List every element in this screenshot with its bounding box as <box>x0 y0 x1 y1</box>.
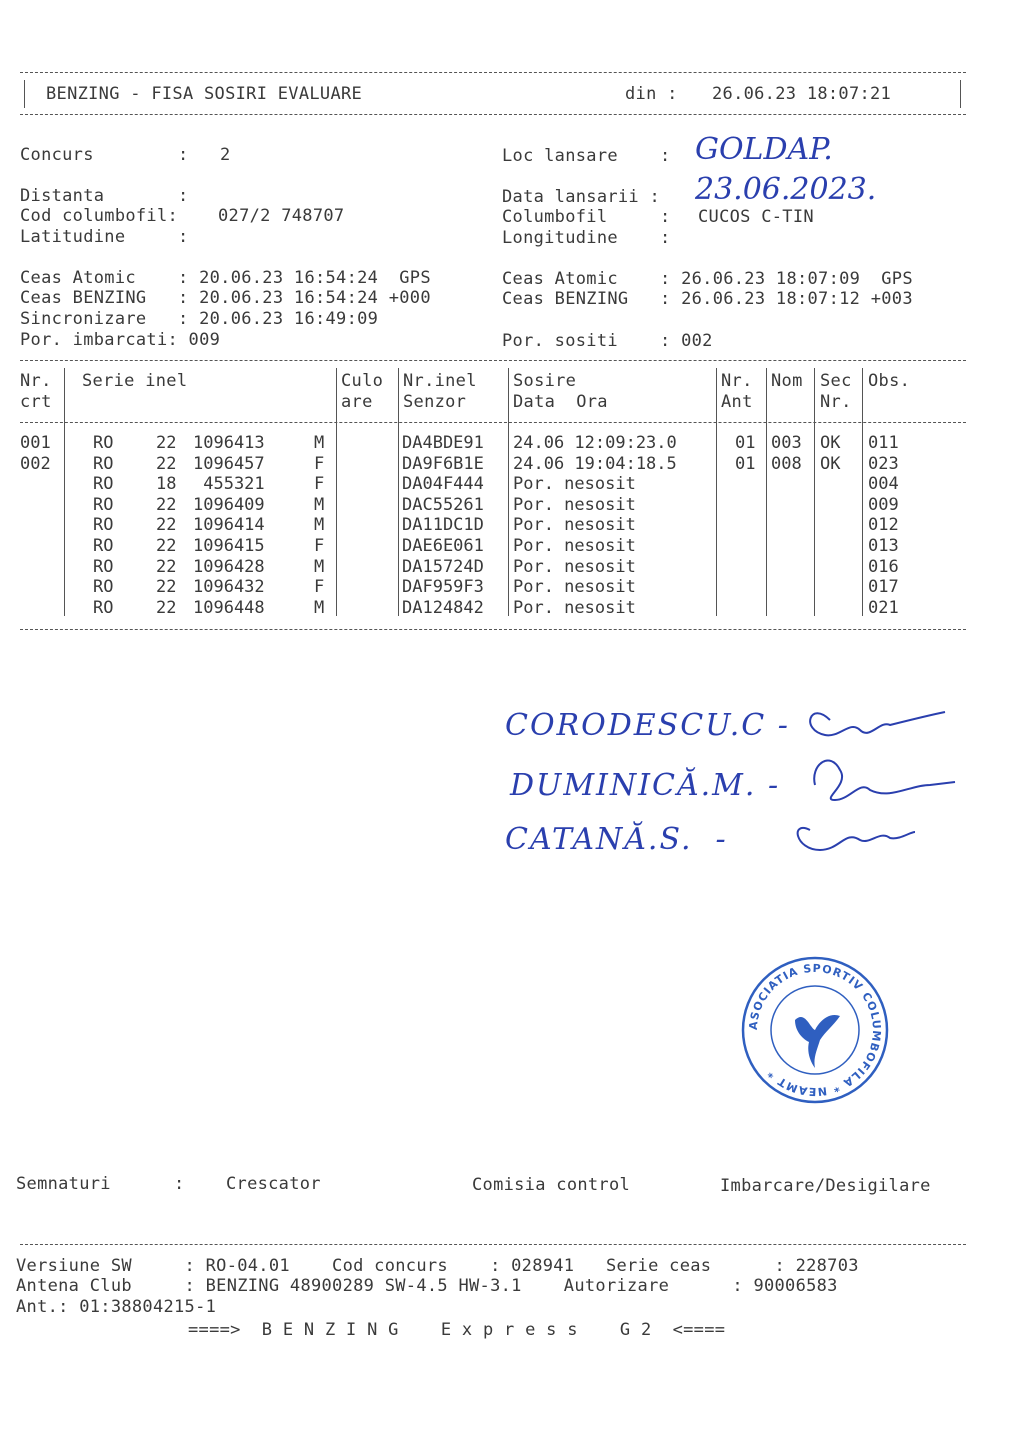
columbofil-label: Columbofil : <box>502 207 671 227</box>
row-nom: 008 <box>771 453 802 474</box>
ceas-atomic-start: Ceas Atomic : 20.06.23 16:54:24 GPS <box>20 268 431 288</box>
row-nr: 001 <box>20 433 51 453</box>
row-senzor: DA9F6B1E <box>402 453 484 474</box>
row-sosire: Por. nesosit <box>513 494 636 515</box>
longitudine-label: Longitudine : <box>502 228 671 248</box>
th-sosire-1: Sosire <box>513 371 577 391</box>
row-tara: RO <box>93 515 114 536</box>
th-obs: Obs. <box>868 371 911 391</box>
table-header-rule <box>20 422 966 423</box>
th-nr-ant-1: Nr. <box>721 371 753 391</box>
ceas-atomic-end: Ceas Atomic : 26.06.23 18:07:09 GPS <box>502 269 913 289</box>
cod-columbofil-label: Cod columbofil: <box>20 206 179 226</box>
row-senzor: DA124842 <box>402 597 484 618</box>
row-an: 22 <box>156 515 177 536</box>
th-culoare-2: are <box>341 392 373 412</box>
row-sosire: 24.06 19:04:18.5 <box>513 453 677 474</box>
row-nr: 002 <box>20 453 51 474</box>
th-nom: Nom <box>771 371 803 391</box>
col-sep-culoare <box>398 368 399 616</box>
footer-versiune: Versiune SW : RO-04.01 Cod concurs : 028941 Serie ceas : 228703 <box>16 1256 859 1276</box>
row-senzor: DAE6E061 <box>402 536 484 556</box>
row-obs: 017 <box>868 577 899 598</box>
th-nr-ant-2: Ant <box>721 392 753 412</box>
row-tara: RO <box>93 556 114 577</box>
col-sep-ant <box>766 368 767 616</box>
row-an: 22 <box>156 433 177 453</box>
th-nr-crt-2: crt <box>20 392 52 412</box>
row-an: 22 <box>156 536 177 556</box>
row-an: 22 <box>156 494 177 515</box>
row-sosire: Por. nesosit <box>513 515 636 536</box>
footer-rule <box>20 1244 966 1245</box>
row-sex: M <box>314 597 325 618</box>
row-obs: 021 <box>868 597 899 618</box>
row-ant: 01 <box>735 433 756 453</box>
semnatura-comisia-control: Comisia control <box>472 1175 631 1195</box>
row-inel: 1096413 <box>193 433 265 453</box>
ceas-benzing-start: Ceas BENZING : 20.06.23 16:54:24 +000 <box>20 288 431 308</box>
row-obs: 012 <box>868 515 899 536</box>
th-culoare-1: Culo <box>341 371 384 391</box>
row-tara: RO <box>93 494 114 515</box>
row-senzor: DA4BDE91 <box>402 433 484 453</box>
print-date-value: 26.06.23 18:07:21 <box>712 84 892 104</box>
row-an: 22 <box>156 453 177 474</box>
row-tara: RO <box>93 433 114 453</box>
semnaturi-label: Semnaturi : <box>16 1174 185 1194</box>
row-sex: M <box>314 433 325 453</box>
sincronizare: Sincronizare : 20.06.23 16:49:09 <box>20 309 379 329</box>
row-sosire: 24.06 12:09:23.0 <box>513 433 677 453</box>
table-bottom-rule <box>20 629 966 630</box>
row-an: 22 <box>156 556 177 577</box>
row-tara: RO <box>93 474 114 495</box>
row-obs: 011 <box>868 433 899 453</box>
row-an: 22 <box>156 597 177 618</box>
row-sosire: Por. nesosit <box>513 597 636 618</box>
signature-3 <box>798 828 915 850</box>
row-inel: 1096428 <box>193 556 265 577</box>
th-nr-inel-1: Nr.inel <box>403 371 477 391</box>
col-sep-sosire <box>716 368 717 616</box>
row-obs: 009 <box>868 494 899 515</box>
th-sosire-2: Data Ora <box>513 392 608 412</box>
concurs-value: 2 <box>220 145 231 165</box>
cod-columbofil-value: 027/2 748707 <box>218 206 345 226</box>
row-tara: RO <box>93 453 114 474</box>
row-tara: RO <box>93 536 114 556</box>
col-sep-nom <box>814 368 815 616</box>
row-sosire: Por. nesosit <box>513 577 636 598</box>
th-nr-inel-2: Senzor <box>403 392 467 412</box>
porumbei-sositi: Por. sositi : 002 <box>502 331 713 351</box>
col-sep-sec <box>862 368 863 616</box>
row-senzor: DA04F444 <box>402 474 484 495</box>
header-left-edge <box>24 80 25 108</box>
club-stamp <box>735 950 895 1110</box>
data-lansarii-label: Data lansarii : <box>502 187 661 207</box>
semnatura-imbarcare: Imbarcare/Desigilare <box>720 1176 931 1196</box>
row-sosire: Por. nesosit <box>513 536 636 556</box>
row-sex: M <box>314 494 325 515</box>
row-tara: RO <box>93 577 114 598</box>
row-ant: 01 <box>735 453 756 474</box>
row-sosire: Por. nesosit <box>513 556 636 577</box>
row-inel: 1096415 <box>193 536 265 556</box>
th-sec-1: Sec <box>820 371 852 391</box>
table-top-rule <box>20 360 966 361</box>
row-obs: 016 <box>868 556 899 577</box>
distanta-label: Distanta : <box>20 186 189 206</box>
row-sex: M <box>314 556 325 577</box>
stamp-text: ASOCIATIA SPORTIV COLUMBOFILA * NEAMT * <box>746 961 884 1099</box>
commission-member-1: CORODESCU.C - <box>505 708 790 743</box>
row-tara: RO <box>93 597 114 618</box>
th-sec-2: Nr. <box>820 392 852 412</box>
ceas-benzing-end: Ceas BENZING : 26.06.23 18:07:12 +003 <box>502 289 913 309</box>
row-senzor: DAC55261 <box>402 494 484 515</box>
header-top-rule <box>20 72 966 73</box>
columbofil-value: CUCOS C-TIN <box>698 207 814 227</box>
footer-antena: Antena Club : BENZING 48900289 SW-4.5 HW-3.1 Autorizare : 90006583 <box>16 1276 838 1296</box>
header-right-edge <box>960 80 961 108</box>
row-obs: 023 <box>868 453 899 474</box>
row-an: 18 <box>156 474 177 495</box>
loc-lansare-label: Loc lansare : <box>502 146 671 166</box>
col-sep-senzor <box>508 368 509 616</box>
header-bottom-rule <box>20 114 966 115</box>
commission-member-2: DUMINICĂ.M. - <box>510 768 781 803</box>
loc-lansare-handwritten: GOLDAP. <box>695 132 833 167</box>
signature-1 <box>810 712 945 735</box>
row-inel: 1096457 <box>193 453 265 474</box>
col-sep-nr <box>64 368 65 616</box>
print-date-label: din : <box>625 84 678 104</box>
row-inel: 1096414 <box>193 515 265 536</box>
row-inel: 1096409 <box>193 494 265 515</box>
row-sec: OK <box>820 453 841 474</box>
commission-member-3: CATANĂ.S. - <box>505 822 728 857</box>
th-nr-crt-1: Nr. <box>20 371 52 391</box>
row-senzor: DA11DC1D <box>402 515 484 536</box>
latitudine-label: Latitudine : <box>20 227 189 247</box>
row-inel: 455321 <box>193 474 265 495</box>
row-senzor: DAF959F3 <box>402 577 484 598</box>
row-inel: 1096448 <box>193 597 265 618</box>
data-lansarii-handwritten: 23.06.2023. <box>695 172 877 207</box>
row-obs: 013 <box>868 536 899 556</box>
row-sex: F <box>314 536 325 556</box>
row-senzor: DA15724D <box>402 556 484 577</box>
row-inel: 1096432 <box>193 577 265 598</box>
document-title: BENZING - FISA SOSIRI EVALUARE <box>46 84 363 104</box>
signature-2 <box>814 761 955 800</box>
th-serie-inel: Serie inel <box>82 371 188 391</box>
row-obs: 004 <box>868 474 899 495</box>
concurs-label: Concurs : <box>20 145 189 165</box>
row-sosire: Por. nesosit <box>513 474 636 495</box>
row-an: 22 <box>156 577 177 598</box>
row-nom: 003 <box>771 433 802 453</box>
row-sex: F <box>314 474 325 495</box>
porumbei-imbarcati: Por. imbarcati: 009 <box>20 330 221 350</box>
row-sex: F <box>314 577 325 598</box>
footer-ant: Ant.: 01:38804215-1 <box>16 1297 217 1317</box>
col-sep-serie <box>336 368 337 616</box>
footer-brand: ====> B E N Z I N G E x p r e s s G 2 <==== <box>188 1320 726 1340</box>
handwritten-signatures <box>760 690 960 880</box>
semnatura-crescator: Crescator <box>226 1174 321 1194</box>
row-sex: F <box>314 453 325 474</box>
row-sec: OK <box>820 433 841 453</box>
dove-icon <box>795 1015 840 1068</box>
row-sex: M <box>314 515 325 536</box>
